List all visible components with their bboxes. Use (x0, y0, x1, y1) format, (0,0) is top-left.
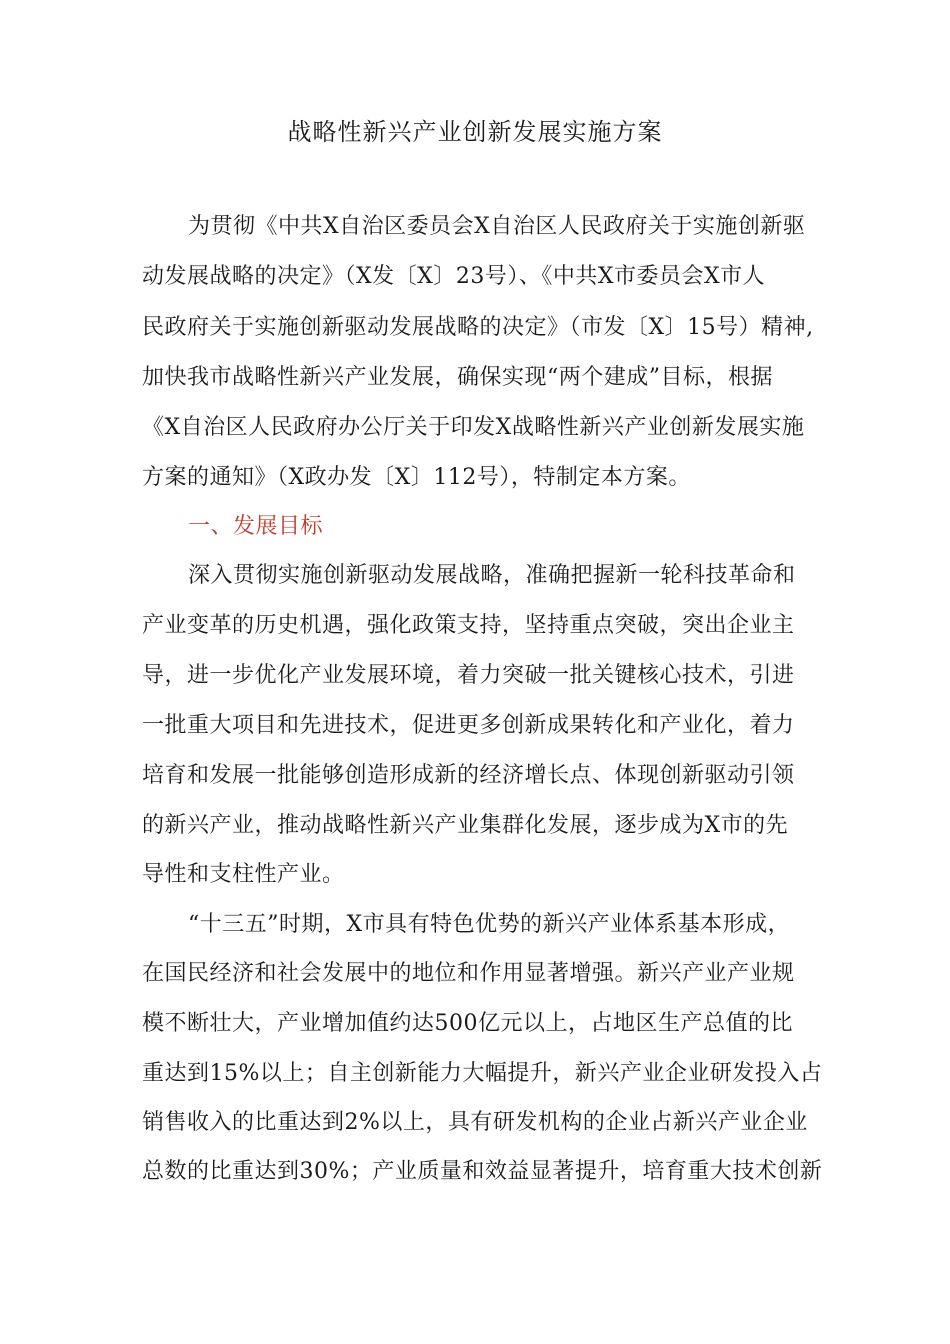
paragraph-line: 《X自治区人民政府办公厅关于印发X战略性新兴产业创新发展实施 (142, 415, 805, 440)
paragraph-line: 一批重大项目和先进技术，促进更多创新成果转化和产业化，着力 (142, 713, 795, 738)
paragraph-line: “十三五”时期，X市具有特色优势的新兴产业体系基本形成， (188, 912, 791, 937)
paragraph-line: 产业变革的历史机遇，强化政策支持，坚持重点突破，突出企业主 (142, 613, 795, 638)
paragraph-line: 为贯彻《中共X自治区委员会X自治区人民政府关于实施创新驱 (188, 214, 806, 239)
paragraph-line: 导，进一步优化产业发展环境，着力突破一批关键核心技术，引进 (142, 663, 795, 688)
paragraph-line: 模不断壮大，产业增加值约达500亿元以上，占地区生产总值的比 (142, 1011, 793, 1036)
paragraph-line: 导性和支柱性产业。 (142, 862, 345, 887)
section-heading: 一、发展目标 (188, 514, 324, 539)
paragraph-line: 深入贯彻实施创新驱动发展战略，准确把握新一轮科技革命和 (188, 563, 796, 588)
document-title: 战略性新兴产业创新发展实施方案 (287, 118, 663, 146)
paragraph-line: 在国民经济和社会发展中的地位和作用显著增强。新兴产业产业规 (142, 961, 795, 986)
paragraph-line: 重达到15%以上；自主创新能力大幅提升，新兴产业企业研发投入占 (142, 1061, 823, 1086)
paragraph-line: 的新兴产业，推动战略性新兴产业集群化发展，逐步成为X市的先 (142, 813, 789, 838)
paragraph-line: 加快我市战略性新兴产业发展，确保实现“两个建成”目标，根据 (142, 365, 773, 390)
paragraph-line: 销售收入的比重达到2%以上，具有研发机构的企业占新兴产业企业 (142, 1110, 808, 1135)
paragraph-line: 动发展战略的决定》（X发〔X〕23号）、《中共X市委员会X市人 (142, 264, 766, 289)
paragraph-line: 方案的通知》（X政办发〔X〕112号），特制定本方案。 (142, 465, 691, 490)
paragraph-line: 民政府关于实施创新驱动发展战略的决定》（市发〔X〕15号）精神, (142, 315, 814, 340)
paragraph-line: 培育和发展一批能够创造形成新的经济增长点、体现创新驱动引领 (142, 763, 795, 788)
paragraph-line: 总数的比重达到30%；产业质量和效益显著提升，培育重大技术创新 (142, 1159, 823, 1184)
